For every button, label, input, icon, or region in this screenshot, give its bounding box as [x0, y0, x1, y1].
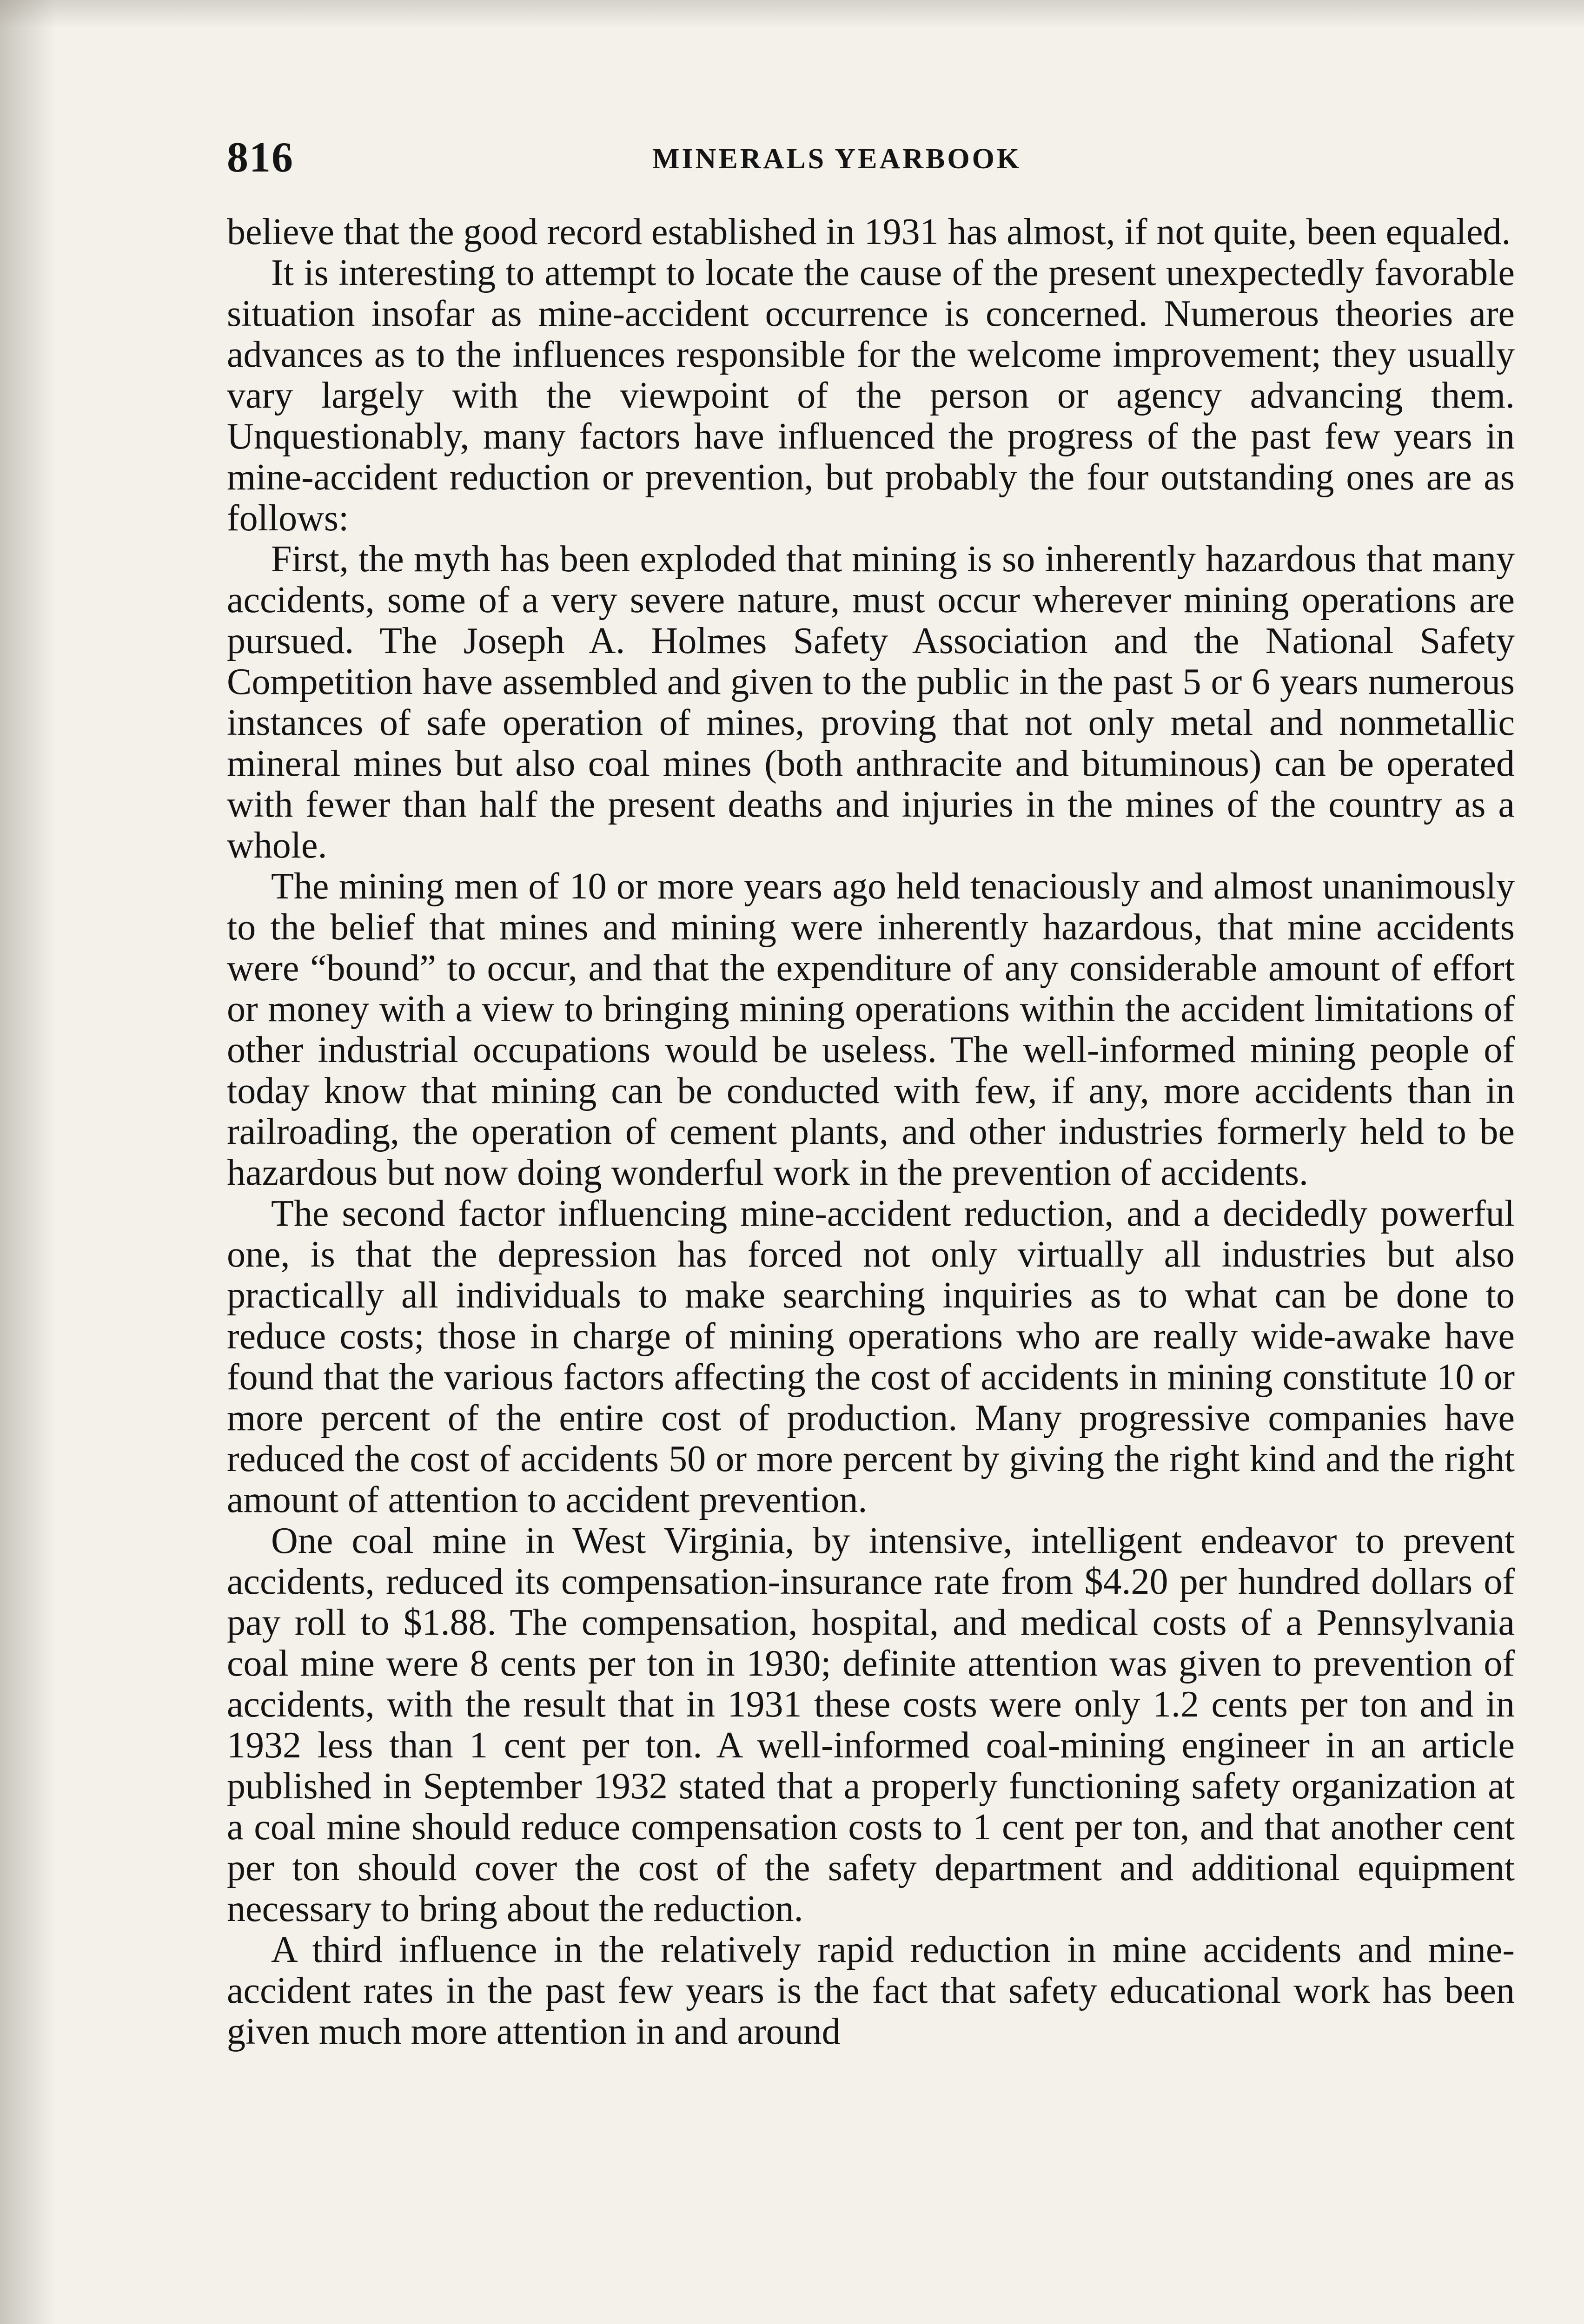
page-body — [227, 211, 1515, 2052]
page-number: 816 — [227, 133, 294, 181]
paragraph-cost-examples: One coal mine in West Virginia, by intensive, intelligent endeavor to prevent accidents, reduced its compensation-insurance rate from $4.20 per hundred dollars of pay roll to $1.88. The compensation, hospital, and medical costs of a Pennsylvania coal mine were 8 cents per ton in 1930; definite attention was given to prevention of accidents, with the result that in 1931 these costs were only 1.2 cents per ton and in 1932 less than 1 cent per ton. A well-informed coal-mining engineer in an article published in September 1932 stated that a properly functioning safety organization at a coal mine should reduce compensation costs to 1 cent per ton, and that another cent per ton should cover the cost of the safety department and additional equipment necessary to bring about the reduction. — [227, 1520, 1515, 1929]
paragraph-third-influence: A third influence in the relatively rapid reduction in mine accidents and mine-accident rates in the past few years is the fact that safety educational work has been given much more attention in and around — [227, 1929, 1515, 2052]
page-header — [227, 132, 1515, 184]
paragraph-causes-intro: It is interesting to attempt to locate the cause of the present unexpectedly favorable situation insofar as mine-accident occurrence is concerned. Numerous theories are advances as to the influences responsible for the welcome improvement; they usually vary largely with the viewpoint of the person or agency advancing them. Unquestionably, many factors have influenced the progress of the past few years in mine-accident reduction or prevention, but probably the four outstanding ones are as follows: — [227, 252, 1515, 539]
paragraph-mining-men-belief: The mining men of 10 or more years ago held tenaciously and almost unanimously to the belief that mines and mining were inherently hazardous, that mine accidents were “bound” to occur, and that the expenditure of any considerable amount of effort or money with a view to bringing mining operations within the accident limitations of other industrial occupations would be useless. The well-informed mining people of today know that mining can be conducted with few, if any, more accidents than in railroading, the operation of cement plants, and other industries formerly held to be hazardous but now doing wonderful work in the prevention of accidents. — [227, 866, 1515, 1193]
paragraph-first-factor: First, the myth has been exploded that mining is so inherently hazardous that many accidents, some of a very severe nature, must occur wherever mining operations are pursued. The Joseph A. Holmes Safety Association and the National Safety Competition have assembled and given to the public in the past 5 or 6 years numerous instances of safe operation of mines, proving that not only metal and nonmetallic mineral mines but also coal mines (both anthracite and bituminous) can be operated with fewer than half the present deaths and injuries in the mines of the country as a whole. — [227, 539, 1515, 866]
paragraph-second-factor: The second factor influencing mine-accident reduction, and a decidedly powerful one, is that the depression has forced not only virtually all industries but also practically all individuals to make searching inquiries as to what can be done to reduce costs; those in charge of mining operations who are really wide-awake have found that the various factors affecting the cost of accidents in mining constitute 10 or more percent of the entire cost of production. Many progressive companies have reduced the cost of accidents 50 or more percent by giving the right kind and the right amount of attention to accident prevention. — [227, 1193, 1515, 1520]
scan-shadow-left — [0, 0, 56, 2324]
scan-shadow-top — [0, 0, 1584, 28]
paragraph-continuation: believe that the good record established in 1931 has almost, if not quite, been equaled. — [227, 211, 1511, 252]
running-title: MINERALS YEARBOOK — [652, 143, 1022, 175]
